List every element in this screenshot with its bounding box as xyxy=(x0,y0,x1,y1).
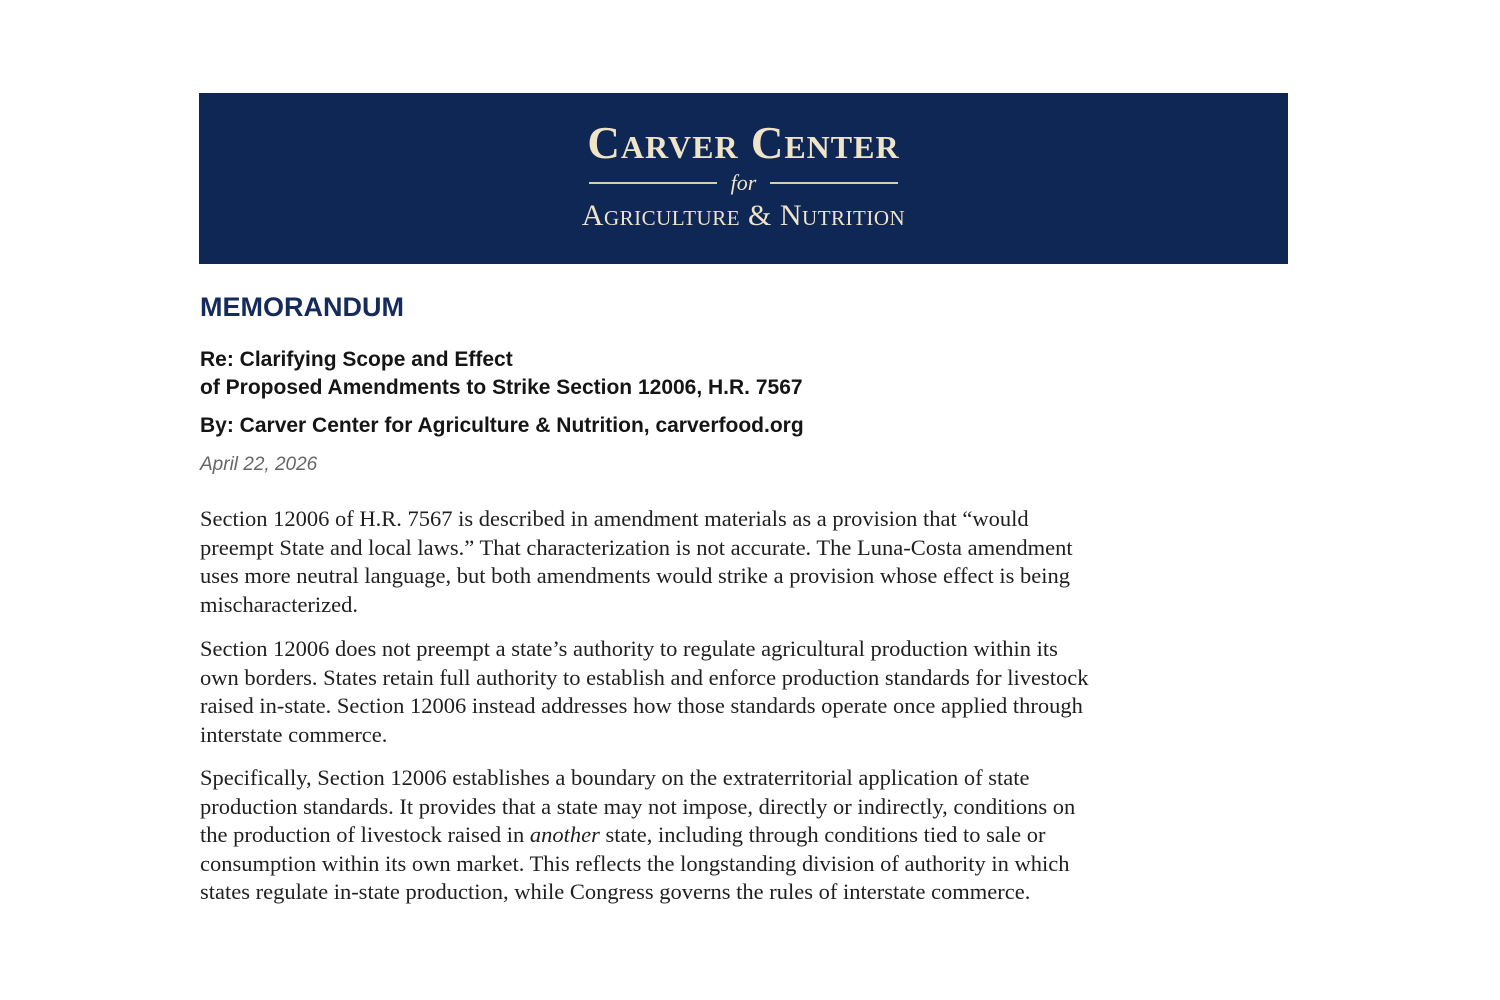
line-segment: state, including through conditions tied to sale or xyxy=(599,822,1046,847)
paragraph-line: Specifically, Section 12006 establishes a boundary on the extraterritorial application of state xyxy=(200,765,1030,790)
author-line: By: Carver Center for Agriculture & Nutrition, carverfood.org xyxy=(200,414,804,437)
paragraph-line: Section 12006 of H.R. 7567 is described in amendment materials as a provision that “would xyxy=(200,506,1029,531)
memo-heading: MEMORANDUM xyxy=(200,292,404,322)
paragraph-line: raised in-state. Section 12006 instead addresses how those standards operate once applied through xyxy=(200,693,1083,718)
paragraph-3 xyxy=(200,764,1285,907)
paragraph-1 xyxy=(200,505,1285,619)
line-segment: the production of livestock raised in xyxy=(200,822,530,847)
paragraph-2 xyxy=(200,635,1285,749)
memo-date: April 22, 2026 xyxy=(200,454,318,475)
org-name: Carver Center xyxy=(587,118,900,168)
paragraph-line: consumption within its own market. This reflects the longstanding division of authority in which xyxy=(200,850,1070,876)
letterhead-banner xyxy=(199,93,1288,264)
left-divider xyxy=(589,182,717,184)
connector-row xyxy=(199,170,1288,196)
paragraph-line: mischaracterized. xyxy=(200,591,359,617)
paragraph-line: preempt State and local laws.” That characterization is not accurate. The Luna-Costa amendment xyxy=(200,534,1073,560)
paragraph-line: own borders. States retain full authority to establish and enforce production standards for livestock xyxy=(200,664,1089,690)
paragraph-line xyxy=(200,821,1285,850)
paragraph-line: interstate commerce. xyxy=(200,721,388,747)
connector-word: for xyxy=(730,170,757,195)
re-subject xyxy=(200,346,803,402)
paragraph-line: Section 12006 does not preempt a state’s authority to regulate agricultural production within its xyxy=(200,636,1058,661)
paragraph-line: states regulate in-state production, while Congress governs the rules of interstate commerce. xyxy=(200,879,1031,904)
re-line-2: of Proposed Amendments to Strike Section 12006, H.R. 7567 xyxy=(200,376,803,399)
org-subtitle: Agriculture & Nutrition xyxy=(581,199,906,232)
paragraph-line: uses more neutral language, but both amendments would strike a provision whose effect is being xyxy=(200,563,1071,588)
re-line-1: Re: Clarifying Scope and Effect xyxy=(200,348,513,371)
right-divider xyxy=(770,182,898,184)
emphasis-text: another xyxy=(529,822,600,847)
paragraph-line: production standards. It provides that a state may not impose, directly or indirectly, conditions on xyxy=(200,793,1076,819)
